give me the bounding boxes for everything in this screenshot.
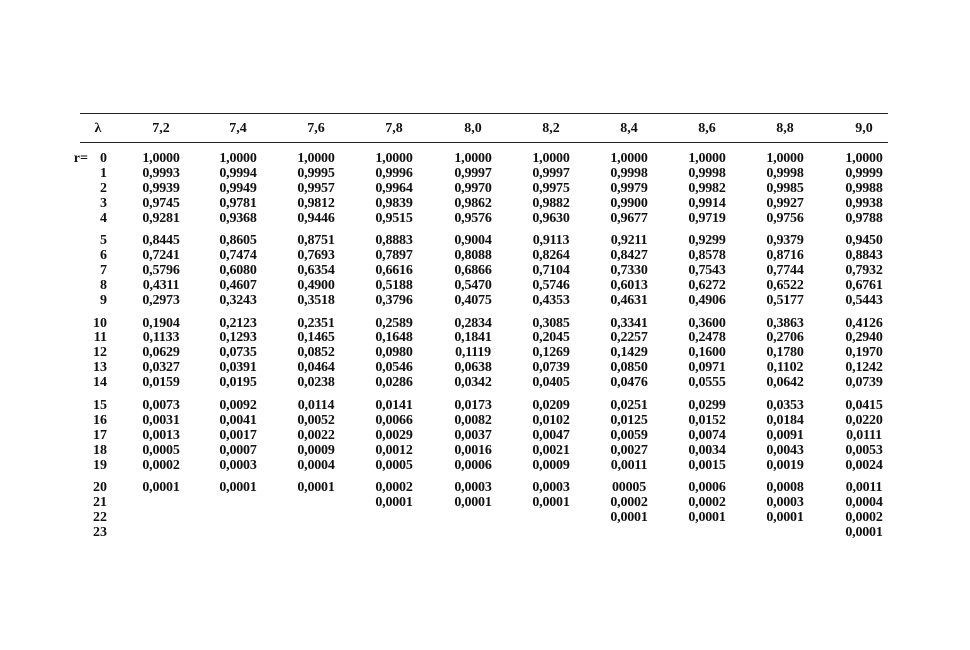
table-cell: 0,0299 [688, 397, 726, 413]
column-header: 7,4 [229, 121, 247, 136]
table-cell: 0,9997 [532, 165, 570, 181]
table-cell: 0,0024 [845, 457, 883, 473]
table-cell: 0,0184 [766, 412, 804, 428]
table-cell: 0,9997 [454, 165, 492, 181]
table-cell: 0,3600 [688, 315, 726, 331]
table-cell: 0,9998 [766, 165, 804, 181]
table-cell: 0,5470 [454, 278, 492, 294]
column-header: 7,2 [152, 121, 170, 136]
table-cell: 0,0002 [610, 494, 648, 510]
table-cell: 0,0464 [297, 360, 335, 376]
table-cell: 0,0019 [766, 457, 804, 473]
table-cell: 0,0391 [219, 360, 257, 376]
table-cell: 0,5796 [142, 263, 180, 279]
table-cell: 0,0220 [845, 412, 883, 428]
row-index: 6 [100, 248, 107, 264]
table-cell: 0,1242 [845, 360, 883, 376]
table-cell: 0,0004 [297, 457, 335, 473]
row-index: 0 [100, 151, 107, 166]
table-cell: 0,0001 [375, 494, 413, 510]
table-cell: 0,0141 [375, 397, 413, 413]
table-cell: 0,0021 [532, 442, 570, 458]
row-index: 2 [100, 180, 107, 196]
row-index: 19 [93, 457, 107, 473]
table-cell: 0,9957 [297, 180, 335, 196]
table-cell: 0,5443 [845, 293, 883, 309]
table-cell: 0,9994 [219, 165, 257, 181]
table-cell: 0,0092 [219, 397, 257, 413]
table-cell: 0,0041 [219, 412, 257, 428]
table-cell: 0,9004 [454, 233, 492, 249]
table-cell: 0,0238 [297, 375, 335, 391]
table-cell: 0,9781 [219, 195, 257, 211]
table-cell: 0,9281 [142, 210, 180, 226]
table-cell: 0,4607 [219, 278, 257, 294]
table-cell: 0,2706 [766, 330, 804, 346]
table-cell: 0,0001 [766, 509, 804, 525]
table-cell: 0,9993 [142, 165, 180, 181]
table-cell: 0,6616 [375, 263, 413, 279]
table-cell: 0,1465 [297, 330, 335, 346]
table-cell: 0,9900 [610, 195, 648, 211]
table-cell: 0,7543 [688, 263, 726, 279]
table-cell: 0,9839 [375, 195, 413, 211]
table-cell: 0,9515 [375, 210, 413, 226]
table-cell: 0,3085 [532, 315, 570, 331]
table-cell: 0,0005 [142, 442, 180, 458]
table-cell: 0,1269 [532, 345, 570, 361]
row-index: 9 [100, 293, 107, 309]
table-cell: 0,0017 [219, 427, 257, 443]
table-cell: 0,0091 [766, 427, 804, 443]
table-cell: 0,0002 [375, 480, 413, 495]
table-cell: 0,1841 [454, 330, 492, 346]
table-cell: 0,0022 [297, 427, 335, 443]
table-cell: 0,9756 [766, 210, 804, 226]
table-cell: 1,0000 [688, 151, 726, 166]
table-cell: 0,0034 [688, 442, 726, 458]
row-index: 18 [93, 442, 107, 458]
table-cell: 0,0173 [454, 397, 492, 413]
table-cell: 0,0114 [297, 397, 335, 413]
row-index: 12 [93, 345, 107, 361]
table-cell: 0,6272 [688, 278, 726, 294]
table-cell: 0,0003 [532, 480, 570, 495]
table-cell: 0,2589 [375, 315, 413, 331]
table-cell: 0,0003 [454, 480, 492, 495]
table-cell: 0,2257 [610, 330, 648, 346]
table-cell: 0,6866 [454, 263, 492, 279]
table-cell: 0,0405 [532, 375, 570, 391]
table-cell: 0,9975 [532, 180, 570, 196]
table-cell: 0,0006 [688, 480, 726, 495]
table-cell: 0,0006 [454, 457, 492, 473]
table-cell: 0,9576 [454, 210, 492, 226]
table-cell: 0,0125 [610, 412, 648, 428]
table-cell: 0,0053 [845, 442, 883, 458]
table-cell: 0,0001 [610, 509, 648, 525]
row-index: 13 [93, 360, 107, 376]
table-cell: 0,9988 [845, 180, 883, 196]
table-cell: 0,0971 [688, 360, 726, 376]
table-cell: 0,3518 [297, 293, 335, 309]
table-cell: 0,9299 [688, 233, 726, 249]
column-header: 8,6 [698, 121, 716, 136]
table-cell: 0,9788 [845, 210, 883, 226]
table-cell: 1,0000 [142, 151, 180, 166]
table-cell: 0,0195 [219, 375, 257, 391]
row-index: 8 [100, 278, 107, 294]
table-cell: 0,9938 [845, 195, 883, 211]
table-cell: 0,9368 [219, 210, 257, 226]
table-cell: 0,7932 [845, 263, 883, 279]
table-cell: 0,0739 [532, 360, 570, 376]
row-index: 15 [93, 397, 107, 413]
table-cell: 0,8427 [610, 248, 648, 264]
table-cell: 0,1102 [766, 360, 804, 376]
top-rule [80, 113, 888, 114]
table-cell: 0,0342 [454, 375, 492, 391]
row-index: 23 [93, 524, 107, 540]
table-cell: 0,9719 [688, 210, 726, 226]
table-cell: 0,0007 [219, 442, 257, 458]
table-cell: 0,0009 [297, 442, 335, 458]
table-cell: 0,0015 [688, 457, 726, 473]
table-cell: 0,0852 [297, 345, 335, 361]
table-cell: 0,0159 [142, 375, 180, 391]
table-cell: 1,0000 [375, 151, 413, 166]
table-cell: 0,4900 [297, 278, 335, 294]
table-cell: 0,0001 [219, 480, 257, 495]
table-cell: 0,9113 [532, 233, 570, 249]
table-cell: 0,7744 [766, 263, 804, 279]
table-cell: 0,8716 [766, 248, 804, 264]
table-cell: 1,0000 [766, 151, 804, 166]
table-cell: 0,0001 [297, 480, 335, 495]
table-cell: 1,0000 [532, 151, 570, 166]
table-cell: 0,0102 [532, 412, 570, 428]
table-cell: 0,9927 [766, 195, 804, 211]
table-cell: 0,2834 [454, 315, 492, 331]
table-cell: 0,9999 [845, 165, 883, 181]
table-cell: 0,0286 [375, 375, 413, 391]
row-index: 5 [100, 233, 107, 249]
table-cell: 0,3341 [610, 315, 648, 331]
table-cell: 0,7241 [142, 248, 180, 264]
table-cell: 0,1429 [610, 345, 648, 361]
r-prefix-label: r= [73, 151, 88, 166]
column-header: 8,4 [620, 121, 638, 136]
table-cell: 0,9985 [766, 180, 804, 196]
table-cell: 0,0027 [610, 442, 648, 458]
table-cell: 00005 [611, 480, 647, 495]
table-cell: 0,0735 [219, 345, 257, 361]
table-cell: 0,2351 [297, 315, 335, 331]
table-cell: 0,1133 [142, 330, 180, 346]
table-cell: 0,1904 [142, 315, 180, 331]
row-index: 17 [93, 427, 107, 443]
table-cell: 0,0016 [454, 442, 492, 458]
table-cell: 0,7330 [610, 263, 648, 279]
table-cell: 0,0638 [454, 360, 492, 376]
table-cell: 0,9996 [375, 165, 413, 181]
row-index: 16 [93, 412, 107, 428]
table-cell: 0,0003 [766, 494, 804, 510]
table-cell: 0,0001 [688, 509, 726, 525]
table-cell: 0,9630 [532, 210, 570, 226]
table-cell: 0,8751 [297, 233, 335, 249]
table-cell: 0,0001 [845, 524, 883, 540]
table-cell: 0,4075 [454, 293, 492, 309]
table-cell: 0,0980 [375, 345, 413, 361]
table-cell: 0,5177 [766, 293, 804, 309]
column-header: 8,8 [776, 121, 794, 136]
column-header: 7,8 [385, 121, 403, 136]
row-index: 20 [93, 480, 107, 495]
table-cell: 0,0043 [766, 442, 804, 458]
table-cell: 0,9964 [375, 180, 413, 196]
table-cell: 0,5188 [375, 278, 413, 294]
table-cell: 0,0009 [532, 457, 570, 473]
row-index: 14 [93, 375, 107, 391]
table-cell: 0,6354 [297, 263, 335, 279]
table-cell: 0,4311 [142, 278, 180, 294]
table-cell: 0,0850 [610, 360, 648, 376]
table-cell: 0,6761 [845, 278, 883, 294]
table-cell: 0,0012 [375, 442, 413, 458]
table-cell: 0,4126 [845, 315, 883, 331]
table-cell: 0,0001 [142, 480, 180, 495]
table-cell: 0,0546 [375, 360, 413, 376]
table-cell: 0,4906 [688, 293, 726, 309]
table-cell: 0,9450 [845, 233, 883, 249]
table-cell: 0,8445 [142, 233, 180, 249]
table-cell: 1,0000 [845, 151, 883, 166]
table-cell: 0,0082 [454, 412, 492, 428]
table-cell: 0,2045 [532, 330, 570, 346]
table-cell: 0,0415 [845, 397, 883, 413]
table-cell: 0,2940 [845, 330, 883, 346]
table-cell: 0,0002 [845, 509, 883, 525]
table-cell: 0,7474 [219, 248, 257, 264]
table-cell: 0,9446 [297, 210, 335, 226]
table-cell: 0,9970 [454, 180, 492, 196]
row-index: 4 [100, 210, 107, 226]
row-index: 22 [93, 509, 107, 525]
table-cell: 0,0074 [688, 427, 726, 443]
table-cell: 0,0031 [142, 412, 180, 428]
table-cell: 0,0002 [688, 494, 726, 510]
table-cell: 0,0251 [610, 397, 648, 413]
table-cell: 0,9677 [610, 210, 648, 226]
table-cell: 0,0005 [375, 457, 413, 473]
table-cell: 0,3796 [375, 293, 413, 309]
table-cell: 0,0013 [142, 427, 180, 443]
table-cell: 0,7693 [297, 248, 335, 264]
table-cell: 0,0001 [454, 494, 492, 510]
table-cell: 0,0002 [142, 457, 180, 473]
table-cell: 0,0642 [766, 375, 804, 391]
table-cell: 0,9914 [688, 195, 726, 211]
table-cell: 0,4631 [610, 293, 648, 309]
table-cell: 0,9939 [142, 180, 180, 196]
table-cell: 0,0209 [532, 397, 570, 413]
table-cell: 0,3243 [219, 293, 257, 309]
row-index: 3 [100, 195, 107, 211]
table-cell: 0,8605 [219, 233, 257, 249]
table-cell: 0,0011 [845, 480, 883, 495]
table-cell: 0,6080 [219, 263, 257, 279]
table-cell: 0,9998 [610, 165, 648, 181]
column-header: 9,0 [855, 121, 873, 136]
table-cell: 0,5746 [532, 278, 570, 294]
table-cell: 0,8883 [375, 233, 413, 249]
table-cell: 0,4353 [532, 293, 570, 309]
table-cell: 0,9812 [297, 195, 335, 211]
table-cell: 0,8578 [688, 248, 726, 264]
row-index: 1 [100, 165, 107, 181]
table-cell: 0,0111 [846, 427, 882, 443]
row-index: 10 [93, 315, 107, 331]
table-cell: 0,0629 [142, 345, 180, 361]
table-cell: 0,0047 [532, 427, 570, 443]
table-cell: 0,8264 [532, 248, 570, 264]
table-cell: 0,0037 [454, 427, 492, 443]
table-cell: 0,2973 [142, 293, 180, 309]
table-cell: 0,7104 [532, 263, 570, 279]
table-cell: 0,8088 [454, 248, 492, 264]
table-cell: 0,0476 [610, 375, 648, 391]
table-cell: 1,0000 [610, 151, 648, 166]
row-index: 21 [93, 494, 107, 510]
table-cell: 0,3863 [766, 315, 804, 331]
table-cell: 0,1293 [219, 330, 257, 346]
table-cell: 0,1780 [766, 345, 804, 361]
table-cell: 0,8843 [845, 248, 883, 264]
table-cell: 0,2123 [219, 315, 257, 331]
table-cell: 0,0555 [688, 375, 726, 391]
table-cell: 0,0001 [532, 494, 570, 510]
table-cell: 0,0327 [142, 360, 180, 376]
table-cell: 0,9998 [688, 165, 726, 181]
table-cell: 0,9379 [766, 233, 804, 249]
table-cell: 0,0739 [845, 375, 883, 391]
row-index: 11 [93, 330, 107, 346]
table-cell: 0,9995 [297, 165, 335, 181]
table-cell: 0,0073 [142, 397, 180, 413]
column-header: 7,6 [307, 121, 325, 136]
row-index: 7 [100, 263, 107, 279]
table-cell: 0,9745 [142, 195, 180, 211]
table-cell: 1,0000 [454, 151, 492, 166]
table-cell: 0,0011 [610, 457, 648, 473]
table-cell: 0,9982 [688, 180, 726, 196]
lambda-header: λ [94, 121, 102, 136]
header-rule [80, 142, 888, 143]
table-cell: 0,9949 [219, 180, 257, 196]
table-cell: 0,0003 [219, 457, 257, 473]
table-cell: 0,6013 [610, 278, 648, 294]
table-cell: 0,0152 [688, 412, 726, 428]
table-cell: 0,0066 [375, 412, 413, 428]
table-cell: 0,1648 [375, 330, 413, 346]
table-cell: 0,2478 [688, 330, 726, 346]
table-cell: 0,0353 [766, 397, 804, 413]
table-cell: 0,0008 [766, 480, 804, 495]
table-cell: 1,0000 [219, 151, 257, 166]
table-cell: 0,1600 [688, 345, 726, 361]
table-cell: 0,0029 [375, 427, 413, 443]
table-cell: 0,0004 [845, 494, 883, 510]
table-cell: 0,9882 [532, 195, 570, 211]
column-header: 8,2 [542, 121, 560, 136]
table-cell: 0,9211 [610, 233, 648, 249]
table-cell: 0,1119 [455, 345, 491, 361]
table-cell: 1,0000 [297, 151, 335, 166]
table-cell: 0,0052 [297, 412, 335, 428]
table-cell: 0,0059 [610, 427, 648, 443]
column-header: 8,0 [464, 121, 482, 136]
table-cell: 0,1970 [845, 345, 883, 361]
table-cell: 0,7897 [375, 248, 413, 264]
table-cell: 0,9862 [454, 195, 492, 211]
table-cell: 0,9979 [610, 180, 648, 196]
table-cell: 0,6522 [766, 278, 804, 294]
